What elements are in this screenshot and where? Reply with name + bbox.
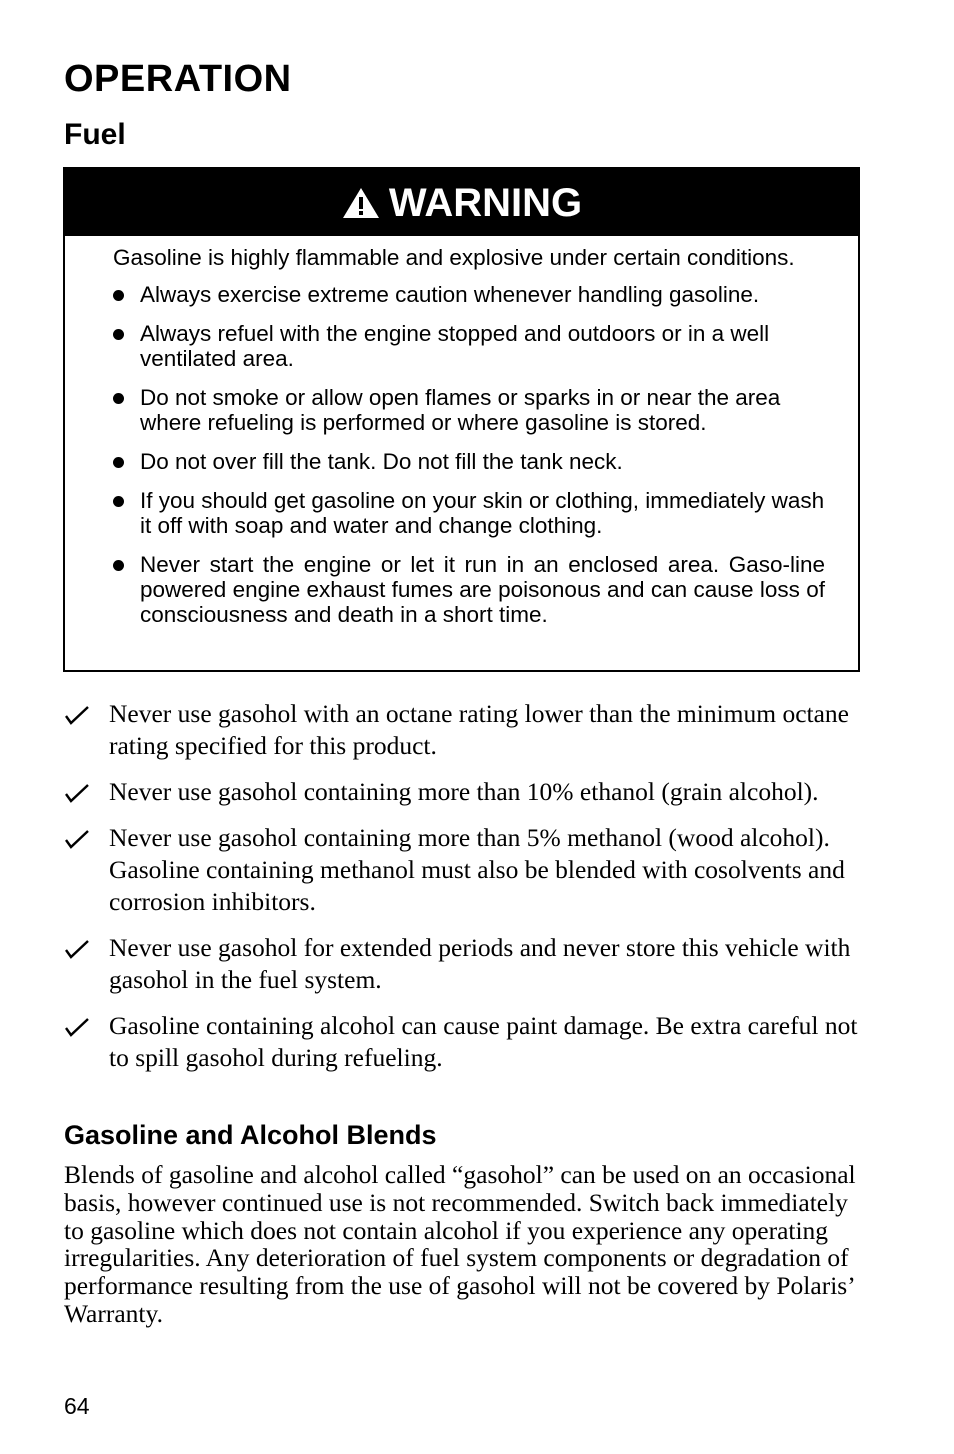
- warning-bullet: Never start the engine or let it run in an enclosed area. Gaso-line powered engine exhaust fumes are poisonous and can cause loss of consciousness and death in a short time.: [113, 552, 825, 627]
- page-number: 64: [64, 1393, 90, 1419]
- checkmark-icon: [64, 938, 90, 960]
- checkmark-icon: [64, 782, 90, 804]
- checkmark-icon: [64, 828, 90, 850]
- warning-box: [63, 167, 860, 672]
- checklist-item: Never use gasohol with an octane rating lower than the minimum octane rating specified for this product.: [64, 698, 864, 762]
- bullet-icon: [113, 393, 124, 404]
- blends-body: Blends of gasoline and alcohol called “gasohol” can be used on an occasional basis, however continued use is not recommended. Switch back immediately to gasoline which does not contain alcohol if you experience any operating irregularities. Any deterioration of fuel system components or degradation of performance resulting from the use of gasohol will not be covered by Polaris’ Warranty.: [64, 1160, 856, 1328]
- bullet-icon: [113, 457, 124, 468]
- bullet-icon: [113, 329, 124, 340]
- warning-bullet: Always exercise extreme caution whenever handling gasoline.: [113, 282, 825, 307]
- warning-header: [65, 169, 858, 236]
- blends-title: Gasoline and Alcohol Blends: [64, 1120, 437, 1150]
- warning-bullet: Do not over fill the tank. Do not fill the tank neck.: [113, 449, 825, 474]
- warning-triangle-icon: [341, 186, 381, 220]
- subsection-title: Fuel: [64, 118, 126, 151]
- warning-bullet: Always refuel with the engine stopped and outdoors or in a well ventilated area.: [113, 321, 825, 371]
- checklist-item: Never use gasohol containing more than 10% ethanol (grain alcohol).: [64, 776, 864, 808]
- bullet-icon: [113, 496, 124, 507]
- warning-bullet: Do not smoke or allow open flames or sparks in or near the area where refueling is performed or where gasoline is stored.: [113, 385, 825, 435]
- checklist-item: Never use gasohol containing more than 5% methanol (wood alcohol). Gasoline containing methanol must also be blended with cosolvents and corrosion inhibitors.: [64, 822, 864, 918]
- checkmark-icon: [64, 704, 90, 726]
- checklist-item: Never use gasohol for extended periods and never store this vehicle with gasohol in the fuel system.: [64, 932, 864, 996]
- warning-bullet: If you should get gasoline on your skin or clothing, immediately wash it off with soap and water and change clothing.: [113, 488, 825, 538]
- warning-list: [113, 282, 825, 627]
- checklist-item: Gasoline containing alcohol can cause paint damage. Be extra careful not to spill gasohol during refueling.: [64, 1010, 864, 1074]
- warning-body: [113, 243, 825, 641]
- warning-title: WARNING: [388, 180, 583, 225]
- checklist: [64, 698, 864, 1088]
- bullet-icon: [113, 290, 124, 301]
- bullet-icon: [113, 560, 124, 571]
- warning-intro: Gasoline is highly flammable and explosive under certain conditions.: [113, 245, 795, 270]
- checkmark-icon: [64, 1016, 90, 1038]
- section-title: OPERATION: [64, 58, 292, 100]
